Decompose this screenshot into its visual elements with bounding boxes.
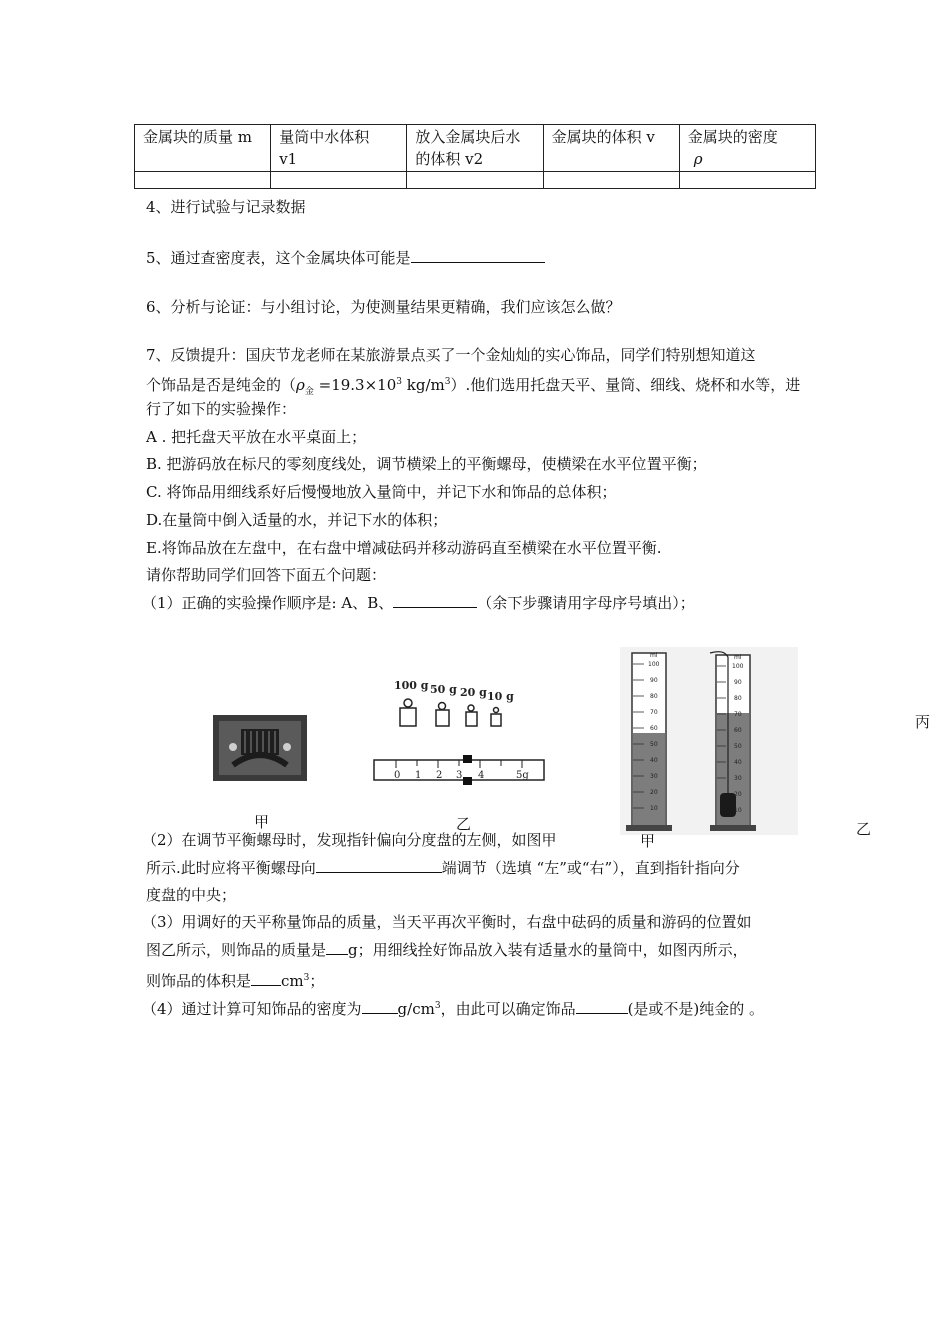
answer-blank[interactable]	[251, 971, 281, 986]
answer-blank[interactable]	[393, 593, 477, 608]
answer-blank[interactable]	[576, 999, 628, 1014]
svg-text:80: 80	[734, 695, 742, 702]
question-3-line2: 图乙所示，则饰品的质量是 g；用细线拴好饰品放入装有适量水的量筒中，如图丙所示，	[146, 941, 748, 959]
table-header-cell: 金属块的体积 v	[543, 125, 679, 172]
answer-blank[interactable]	[362, 999, 398, 1014]
table-cell[interactable]	[407, 172, 543, 189]
svg-text:80: 80	[650, 693, 658, 700]
svg-text:90: 90	[734, 679, 742, 686]
step-d: D.在量筒中倒入适量的水，并记下水的体积；	[146, 511, 448, 529]
ruler-tick-label: 0	[394, 770, 401, 781]
answer-blank[interactable]	[326, 940, 348, 955]
figure-label-bing: 丙	[915, 713, 931, 731]
rider-marker	[463, 755, 472, 763]
question-2-line3: 度盘的中央；	[146, 886, 237, 904]
step-e: E.将饰品放在左盘中，在右盘中增减砝码并移动游码直至横梁在水平位置平衡.	[146, 539, 662, 557]
item-7-line3: 行了如下的实验操作：	[146, 400, 297, 418]
item-7-line2: 个饰品是否是纯金的（$\rho_金 =19.3\times 10^3$ $kg/m^3$）.他们选用托盘天平、量筒、细线、烧杯和水等，进	[146, 376, 801, 397]
table-header-row	[135, 125, 816, 172]
step-b: B. 把游码放在标尺的零刻度线处，调节横梁上的平衡螺母，使横梁在水平位置平衡；	[146, 455, 707, 473]
item-4: 4、进行试验与记录数据	[146, 198, 306, 216]
step-a: A . 把托盘天平放在水平桌面上；	[146, 428, 367, 446]
figure-label-yi-2: 乙	[856, 820, 872, 838]
weight-label: 50 g	[430, 683, 457, 696]
cylinder-unit: ml	[734, 654, 742, 661]
svg-text:20: 20	[734, 791, 742, 798]
ruler-tick-label: 3	[456, 770, 463, 781]
svg-text:30: 30	[734, 775, 742, 782]
step-c: C. 将饰品用细线系好后慢慢地放入量筒中，并记下水和饰品的总体积；	[146, 483, 617, 501]
table-header-cell: 金属块的质量 m	[135, 125, 271, 172]
svg-text:70: 70	[650, 709, 658, 716]
table-header-cell: 金属块的密度 ρ	[679, 125, 815, 172]
item-6: 6、分析与论证：与小组讨论，为使测量结果更精确，我们应该怎么做？	[146, 298, 621, 316]
table-cell[interactable]	[679, 172, 815, 189]
answer-blank[interactable]	[316, 858, 442, 873]
svg-text:40: 40	[650, 757, 658, 764]
item-7-line1: 7、反馈提升：国庆节龙老师在某旅游景点买了一个金灿灿的实心饰品，同学们特别想知道这	[146, 346, 756, 364]
ruler-tick-label: 5g	[516, 770, 529, 781]
svg-text:90: 90	[650, 677, 658, 684]
table-header-cell: 放入金属块后水 的体积 v2	[407, 125, 543, 172]
question-3-line1: （3）用调好的天平称量饰品的质量，当天平再次平衡时，右盘中砝码的质量和游码的位置如	[142, 913, 752, 931]
svg-text:50: 50	[650, 741, 658, 748]
figure-label-jia: 甲	[254, 813, 270, 831]
svg-text:40: 40	[734, 759, 742, 766]
answer-blank[interactable]	[411, 248, 545, 263]
ruler-tick-label: 2	[436, 770, 443, 781]
svg-text:100: 100	[732, 663, 744, 670]
svg-text:70: 70	[734, 711, 742, 718]
question-2-line1: （2）在调节平衡螺母时，发现指针偏向分度盘的左侧，如图甲	[142, 831, 557, 849]
svg-text:30: 30	[650, 773, 658, 780]
ruler-tick-label: 1	[415, 770, 422, 781]
ruler-tick-label: 4	[478, 770, 485, 781]
svg-text:10: 10	[734, 807, 742, 814]
figure-label-jia-2: 甲	[640, 832, 656, 850]
svg-text:100: 100	[648, 661, 660, 668]
question-4: （4）通过计算可知饰品的密度为 $g/cm^3$，由此可以确定饰品 (是或不是)纯金的 。	[142, 1000, 765, 1018]
balance-pointer-figure	[213, 715, 307, 781]
ask-text: 请你帮助同学们回答下面五个问题：	[146, 566, 387, 584]
weight-label: 20 g	[460, 686, 487, 699]
table-header-cell: 量筒中水体积 v1	[271, 125, 407, 172]
table-cell[interactable]	[135, 172, 271, 189]
svg-text:60: 60	[650, 725, 658, 732]
question-3-line3: 则饰品的体积是 $cm^3$；	[146, 972, 325, 990]
table-cell[interactable]	[271, 172, 407, 189]
figure-label-yi: 乙	[456, 815, 472, 833]
weights-ruler-figure	[370, 676, 550, 786]
data-table	[134, 124, 816, 189]
weight-label: 100 g	[394, 679, 429, 692]
cylinder-unit: ml	[650, 652, 658, 659]
svg-text:50: 50	[734, 743, 742, 750]
table-row	[135, 172, 816, 189]
weight-label: 10 g	[487, 690, 514, 703]
question-2-line2: 所示.此时应将平衡螺母向 端调节（选填 “左”或“右”），直到指针指向分	[146, 859, 740, 877]
svg-text:20: 20	[650, 789, 658, 796]
question-1: （1）正确的实验操作顺序是: A、B、 （余下步骤请用字母序号填出）；	[142, 594, 695, 612]
table-cell[interactable]	[543, 172, 679, 189]
svg-text:60: 60	[734, 727, 742, 734]
svg-text:10: 10	[650, 805, 658, 812]
cylinders-figure	[620, 647, 798, 835]
item-5: 5、通过查密度表，这个金属块体可能是	[146, 248, 545, 268]
